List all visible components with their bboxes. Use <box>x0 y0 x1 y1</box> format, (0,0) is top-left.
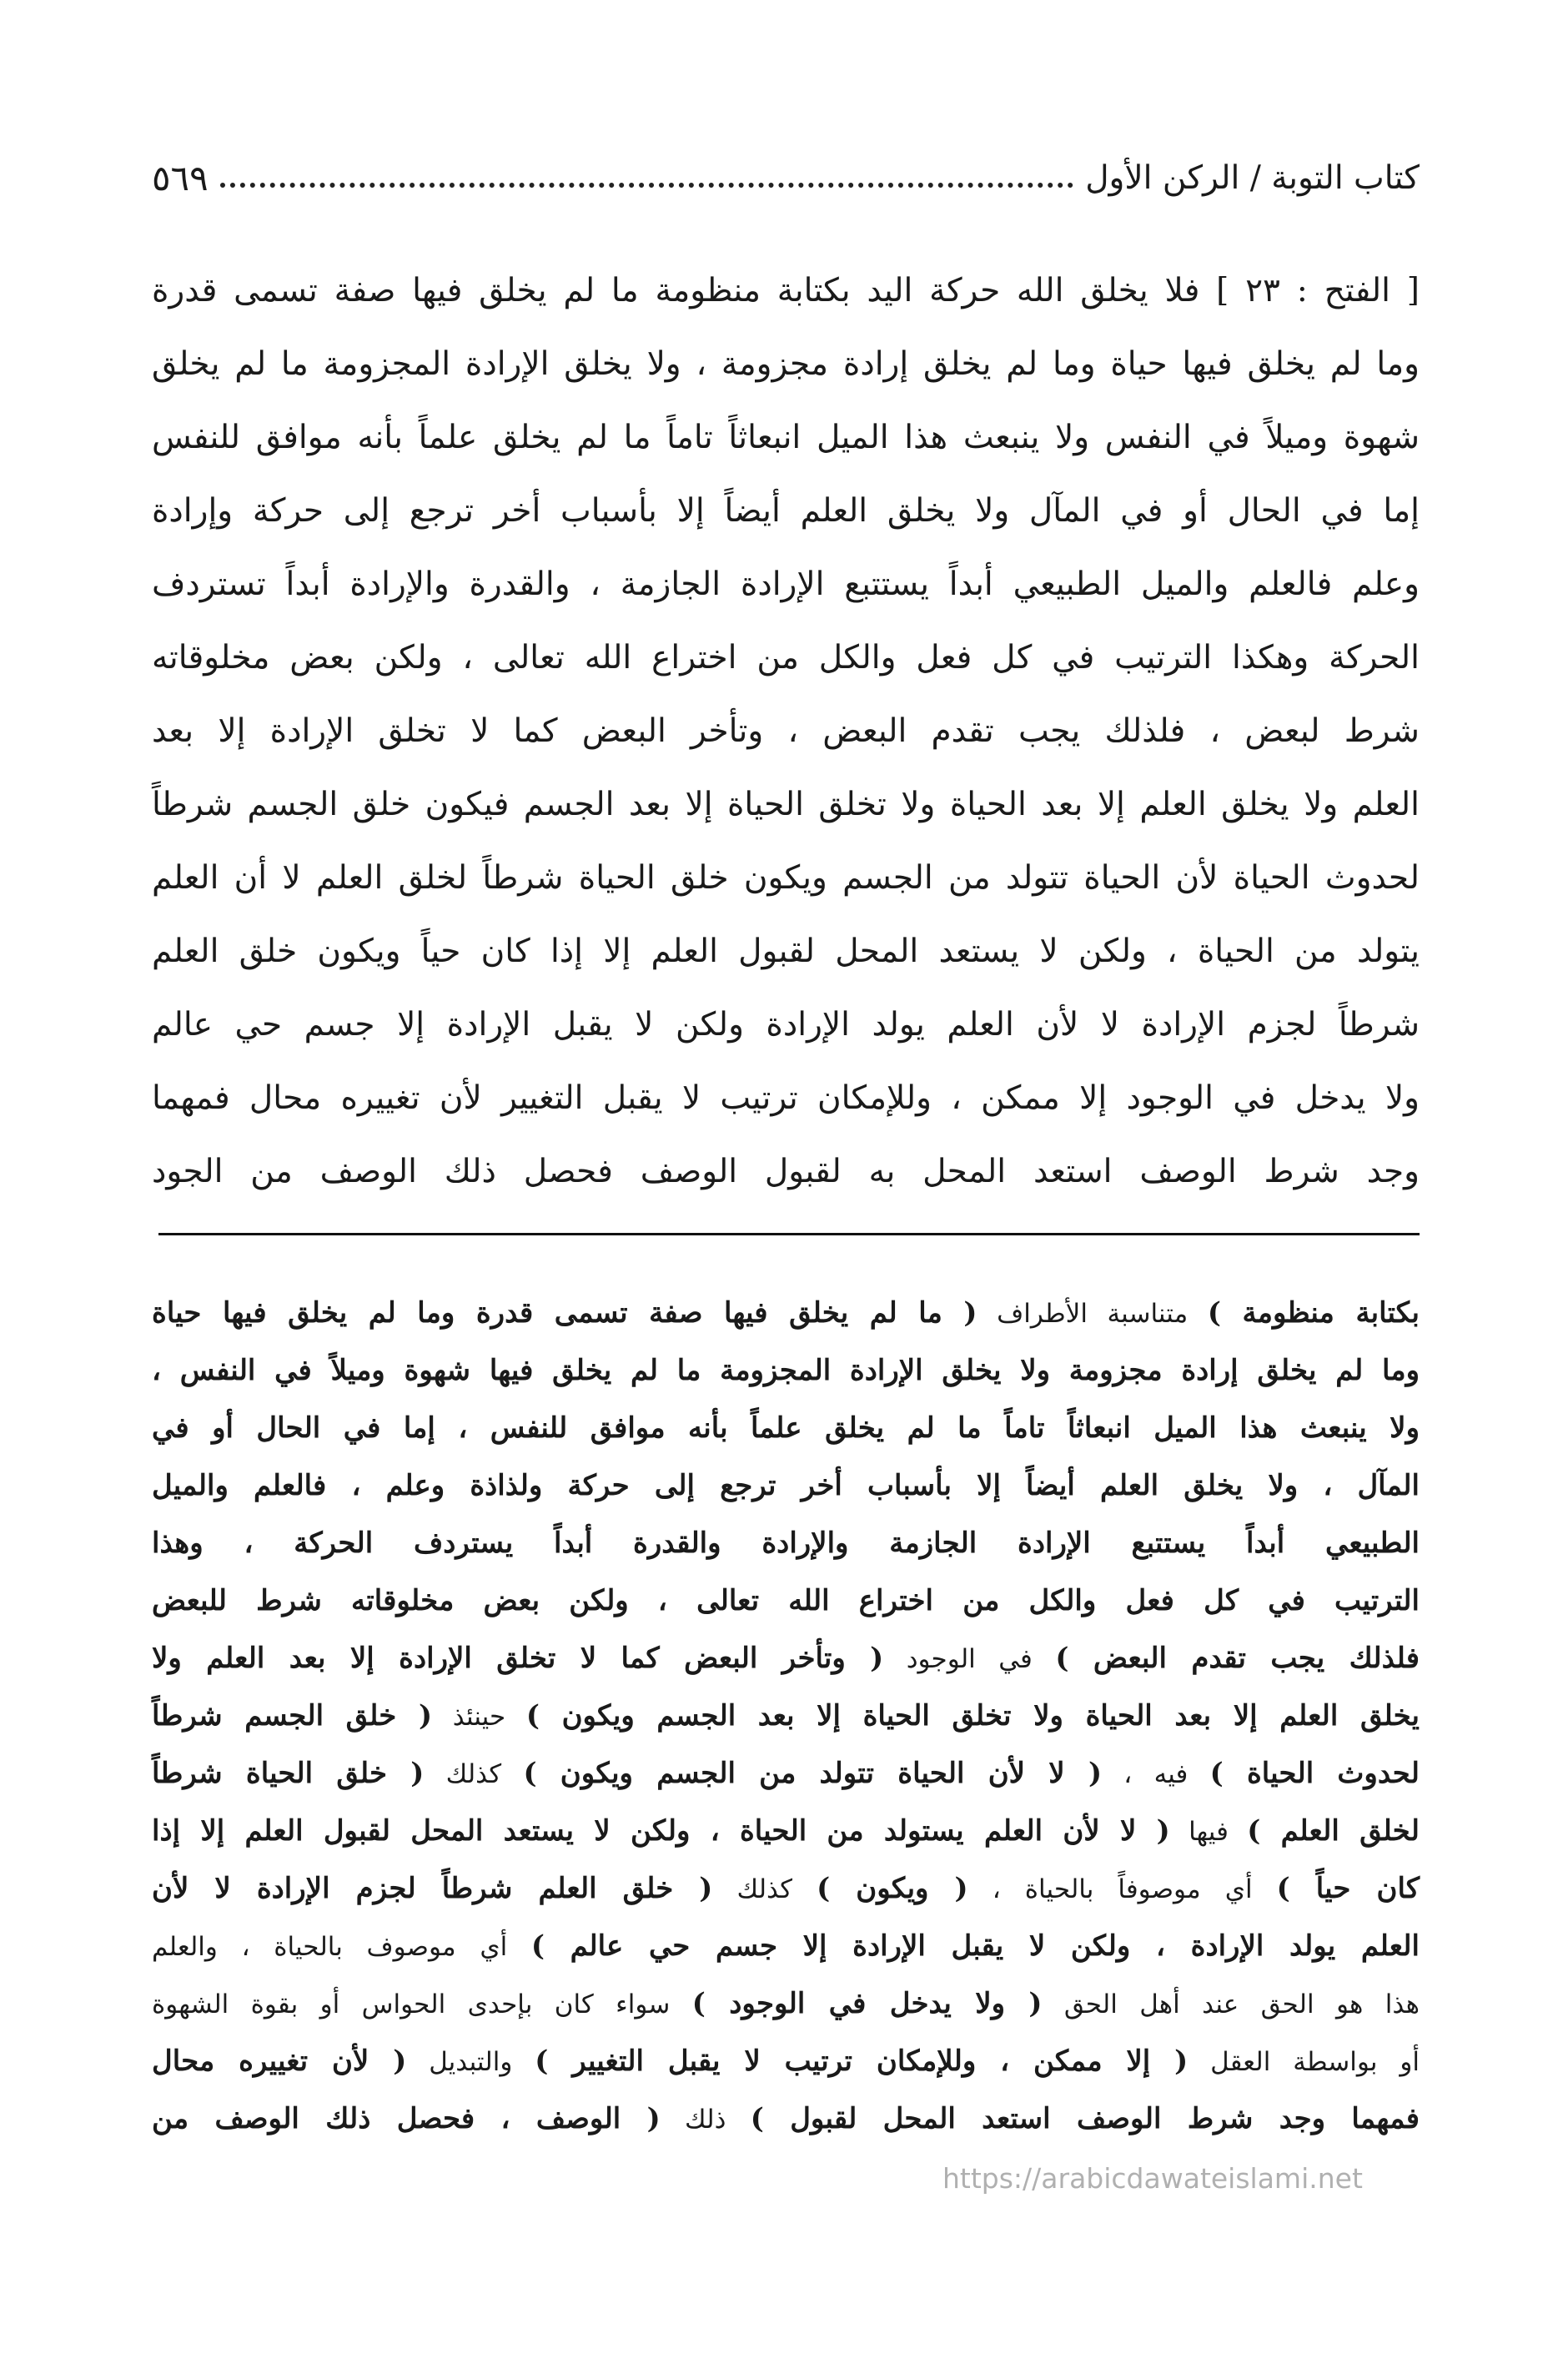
quoted-text-segment: ( ويكون ) <box>817 1872 968 1905</box>
quoted-text-segment: الترتيب في كل فعل والكل من اختراع الله تعالى ، ولكن بعض مخلوقاته شرط للبعض <box>152 1584 1420 1617</box>
quoted-text-segment: العلم يولد الإرادة ، ولكن لا يقبل الإرادة إلا جسم حي عالم ) <box>530 1929 1420 1963</box>
quoted-text-segment: ( وتأخر البعض كما لا تخلق الإرادة إلا بعد العلم ولا <box>152 1642 884 1675</box>
footnote-line <box>152 1975 1420 2033</box>
quoted-text-segment: وما لم يخلق إرادة مجزومة ولا يخلق الإرادة المجزومة ما لم يخلق فيها شهوة وميلاً في النفس ، <box>152 1354 1420 1387</box>
footnote-line <box>152 1918 1420 1975</box>
footnote-line <box>152 1457 1420 1515</box>
quoted-text-segment: ( خلق الحياة شرطاً <box>152 1757 425 1790</box>
quoted-text-segment: ( ولا يدخل في الوجود ) <box>691 1987 1043 2020</box>
text-line: ولا يدخل في الوجود إلا ممكن ، وللإمكان ترتيب لا يقبل التغيير لأن تغييره محال فمهما <box>152 1079 1420 1117</box>
commentary-segment: كذلك <box>424 1759 524 1789</box>
text-line: لحدوث الحياة لأن الحياة تتولد من الجسم ويكون خلق الحياة شرطاً لخلق العلم لا أن العلم <box>152 859 1420 897</box>
footnote-line <box>152 1515 1420 1572</box>
quoted-text-segment: ( خلق العلم شرطاً لجزم الإرادة لا لأن <box>152 1872 713 1905</box>
running-title: كتاب التوبة / الركن الأول <box>1085 158 1420 197</box>
text-line: شرطاً لجزم الإرادة لا لأن العلم يولد الإرادة ولكن لا يقبل الإرادة إلا جسم حي عالم <box>152 1006 1420 1044</box>
commentary-segment: حينئذ <box>432 1702 526 1732</box>
text-line: العلم ولا يخلق العلم إلا بعد الحياة ولا تخلق الحياة إلا بعد الجسم فيكون خلق الجسم شرطاً <box>152 786 1420 823</box>
quoted-text-segment: كان حياً ) <box>1276 1872 1420 1905</box>
footnote-line <box>152 1745 1420 1803</box>
footnote-line <box>152 1687 1420 1745</box>
quoted-text-segment: ( لا لأن الحياة تتولد من الجسم ويكون ) <box>523 1757 1103 1790</box>
footnote-separator <box>158 1233 1420 1235</box>
quoted-text-segment: الطبيعي أبداً يستتبع الإرادة الجازمة والإرادة والقدرة أبداً يستردف الحركة ، وهذا <box>152 1527 1420 1560</box>
quoted-text-segment: ( الوصف ، فحصل ذلك الوصف من <box>152 2102 661 2135</box>
commentary-segment: ذلك <box>660 2105 751 2135</box>
quoted-text-segment: ولا ينبعث هذا الميل انبعاثاً تاماً ما لم يخلق علماً بأنه موافق للنفس ، إما في الحال أو في <box>152 1411 1420 1445</box>
commentary-segment: أي موصوف بالحياة ، والعلم <box>152 1932 531 1962</box>
commentary-segment: متناسبة الأطراف <box>977 1299 1208 1329</box>
commentary-segment: أو بواسطة العقل <box>1188 2047 1420 2077</box>
quoted-text-segment: المآل ، ولا يخلق العلم أيضاً إلا بأسباب أخر ترجع إلى حركة ولذاذة وعلم ، فالعلم والميل <box>152 1469 1420 1502</box>
commentary-footnotes <box>152 1285 1420 2148</box>
text-line: شرط لبعض ، فلذلك يجب تقدم البعض ، وتأخر البعض كما لا تخلق الإرادة إلا بعد <box>152 712 1420 750</box>
commentary-segment: سواء كان بإحدى الحواس أو بقوة الشهوة <box>152 1989 692 2019</box>
quoted-text-segment: ( ما لم يخلق فيها صفة تسمى قدرة وما لم يخلق فيها حياة <box>152 1296 977 1330</box>
quoted-text-segment: ( لا لأن العلم يستولد من الحياة ، ولكن لا يستعد المحل لقبول العلم إلا إذا <box>152 1814 1170 1848</box>
quoted-text-segment: لحدوث الحياة ) <box>1209 1757 1420 1790</box>
text-line: يتولد من الحياة ، ولكن لا يستعد المحل لقبول العلم إلا إذا كان حياً ويكون خلق العلم <box>152 933 1420 970</box>
text-line: [ الفتح : ٢٣ ] فلا يخلق الله حركة اليد بكتابة منظومة ما لم يخلق فيها صفة تسمى قدرة <box>152 272 1420 309</box>
header-leader-dots <box>220 183 1074 188</box>
quoted-text-segment: لخلق العلم ) <box>1247 1814 1420 1848</box>
quoted-text-segment: يخلق العلم إلا بعد الحياة ولا تخلق الحياة إلا بعد الجسم ويكون ) <box>525 1699 1420 1733</box>
quoted-text-segment: ( خلق الجسم شرطاً <box>152 1699 433 1733</box>
commentary-segment: أي موصوفاً بالحياة ، <box>967 1874 1277 1904</box>
footnote-line <box>152 1400 1420 1457</box>
page-header <box>152 148 1420 207</box>
text-line: وعلم فالعلم والميل الطبيعي أبداً يستتبع الإرادة الجازمة ، والقدرة والإرادة أبداً تستردف <box>152 566 1420 603</box>
page-number: ٥٦٩ <box>152 157 209 199</box>
commentary-segment: فيه ، <box>1102 1759 1210 1789</box>
text-line: شهوة وميلاً في النفس ولا ينبعث هذا الميل انبعاثاً تاماً ما لم يخلق علماً بأنه موافق للنفس <box>152 419 1420 456</box>
text-line: إما في الحال أو في المآل ولا يخلق العلم أيضاً إلا بأسباب أخر ترجع إلى حركة وإرادة <box>152 492 1420 530</box>
main-text <box>152 254 1420 1209</box>
footnote-line <box>152 1803 1420 1860</box>
commentary-segment: في الوجود <box>883 1644 1056 1674</box>
footnote-line <box>152 1285 1420 1342</box>
quoted-text-segment: ( لأن تغييره محال <box>152 2045 407 2078</box>
footnote-line <box>152 1342 1420 1400</box>
footnote-line <box>152 1572 1420 1630</box>
quoted-text-segment: فمهما وجد شرط الوصف استعد المحل لقبول ) <box>750 2102 1420 2135</box>
commentary-segment: فيها <box>1169 1817 1248 1847</box>
footnote-line <box>152 1630 1420 1687</box>
commentary-segment: والتبديل <box>406 2047 535 2077</box>
footnote-line <box>152 2033 1420 2090</box>
text-line: وجد شرط الوصف استعد المحل به لقبول الوصف فحصل ذلك الوصف من الجود <box>152 1153 1420 1190</box>
text-line: الحركة وهكذا الترتيب في كل فعل والكل من اختراع الله تعالى ، ولكن بعض مخلوقاته <box>152 639 1420 677</box>
text-line: وما لم يخلق فيها حياة وما لم يخلق إرادة مجزومة ، ولا يخلق الإرادة المجزومة ما لم يخلق <box>152 345 1420 383</box>
footnote-line <box>152 1860 1420 1918</box>
quoted-text-segment: فلذلك يجب تقدم البعض ) <box>1055 1642 1420 1675</box>
quoted-text-segment: ( إلا ممكن ، وللإمكان ترتيب لا يقبل التغيير ) <box>535 2045 1189 2078</box>
commentary-segment: هذا هو الحق عند أهل الحق <box>1042 1989 1420 2019</box>
footnote-line <box>152 2090 1420 2148</box>
quoted-text-segment: بكتابة منظومة ) <box>1207 1296 1420 1330</box>
commentary-segment: كذلك <box>712 1874 817 1904</box>
watermark-url: https://arabicdawateislami.net <box>942 2162 1363 2195</box>
